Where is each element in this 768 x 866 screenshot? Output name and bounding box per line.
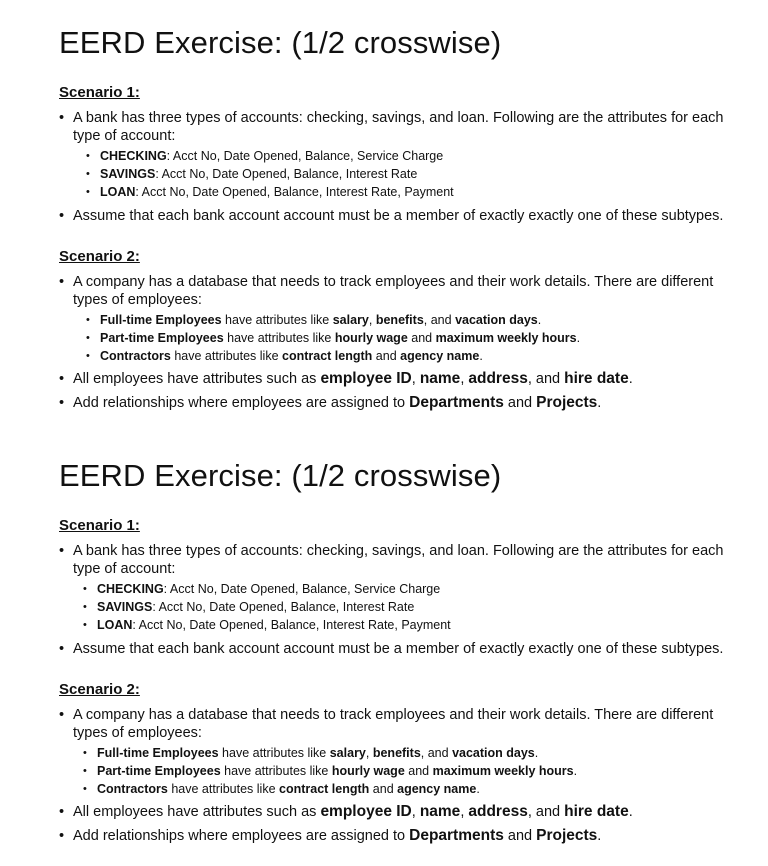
list-item: • Assume that each bank account account must be a member of exactly exactly one of these subtypes. (59, 208, 724, 224)
list-item: • Full-time Employees have attributes like salary, benefits, and vacation days. (86, 313, 542, 327)
bullet-icon: • (83, 619, 87, 631)
scenario-2-heading: Scenario 2: (59, 248, 140, 265)
bullet-icon: • (86, 350, 90, 362)
list-item: • Part-time Employees have attributes like hourly wage and maximum weekly hours. (83, 764, 578, 778)
bullet-icon: • (86, 168, 90, 180)
bullet-icon: • (59, 395, 65, 411)
list-item: • A bank has three types of accounts: checking, savings, and loan. Following are the attributes for each type of account: (59, 110, 724, 144)
list-item: • Add relationships where employees are assigned to Departments and Projects. (59, 827, 602, 844)
list-item: • CHECKING: Acct No, Date Opened, Balance, Service Charge (86, 149, 444, 163)
list-item: • All employees have attributes such as employee ID, name, address, and hire date. (59, 370, 633, 387)
bullet-icon: • (59, 208, 65, 224)
bullet-icon: • (86, 332, 90, 344)
list-item: • Add relationships where employees are assigned to Departments and Projects. (59, 394, 602, 411)
bullet-icon: • (83, 601, 87, 613)
list-item: • Full-time Employees have attributes like salary, benefits, and vacation days. (83, 746, 539, 760)
list-item: • Assume that each bank account account must be a member of exactly exactly one of these subtypes. (59, 641, 724, 657)
list-item: • CHECKING: Acct No, Date Opened, Balance, Service Charge (83, 582, 441, 596)
bullet-icon: • (86, 186, 90, 198)
list-item: • Part-time Employees have attributes like hourly wage and maximum weekly hours. (86, 331, 581, 345)
list-item: • A company has a database that needs to track employees and their work details. There are different types of employees: (59, 274, 714, 308)
scenario-1-heading: Scenario 1: (59, 84, 140, 101)
list-item: • LOAN: Acct No, Date Opened, Balance, Interest Rate, Payment (83, 618, 451, 632)
list-item: • SAVINGS: Acct No, Date Opened, Balance, Interest Rate (86, 167, 418, 181)
bullet-icon: • (59, 371, 65, 387)
bullet-icon: • (83, 765, 87, 777)
bullet-icon: • (59, 641, 65, 657)
bullet-icon: • (83, 747, 87, 759)
list-item: • A bank has three types of accounts: checking, savings, and loan. Following are the attributes for each type of account: (59, 543, 724, 577)
bullet-icon: • (59, 804, 65, 820)
bullet-icon: • (83, 583, 87, 595)
scenario-1-heading: Scenario 1: (59, 517, 140, 534)
bullet-icon: • (59, 110, 65, 126)
scenario-2-heading: Scenario 2: (59, 681, 140, 698)
page-title: EERD Exercise: (1/2 crosswise) (59, 458, 502, 493)
bullet-icon: • (83, 783, 87, 795)
list-item: • Contractors have attributes like contract length and agency name. (86, 349, 483, 363)
bullet-icon: • (59, 543, 65, 559)
bullet-icon: • (59, 274, 65, 290)
list-item: • A company has a database that needs to track employees and their work details. There are different types of employees: (59, 707, 714, 741)
list-item: • SAVINGS: Acct No, Date Opened, Balance, Interest Rate (83, 600, 415, 614)
list-item: • All employees have attributes such as employee ID, name, address, and hire date. (59, 803, 633, 820)
bullet-icon: • (86, 314, 90, 326)
list-item: • LOAN: Acct No, Date Opened, Balance, Interest Rate, Payment (86, 185, 454, 199)
list-item: • Contractors have attributes like contract length and agency name. (83, 782, 480, 796)
bullet-icon: • (59, 828, 65, 844)
exercise-section-1 (59, 24, 739, 424)
page-title: EERD Exercise: (1/2 crosswise) (59, 25, 502, 60)
bullet-icon: • (59, 707, 65, 723)
bullet-icon: • (86, 150, 90, 162)
exercise-section-2 (59, 457, 739, 857)
